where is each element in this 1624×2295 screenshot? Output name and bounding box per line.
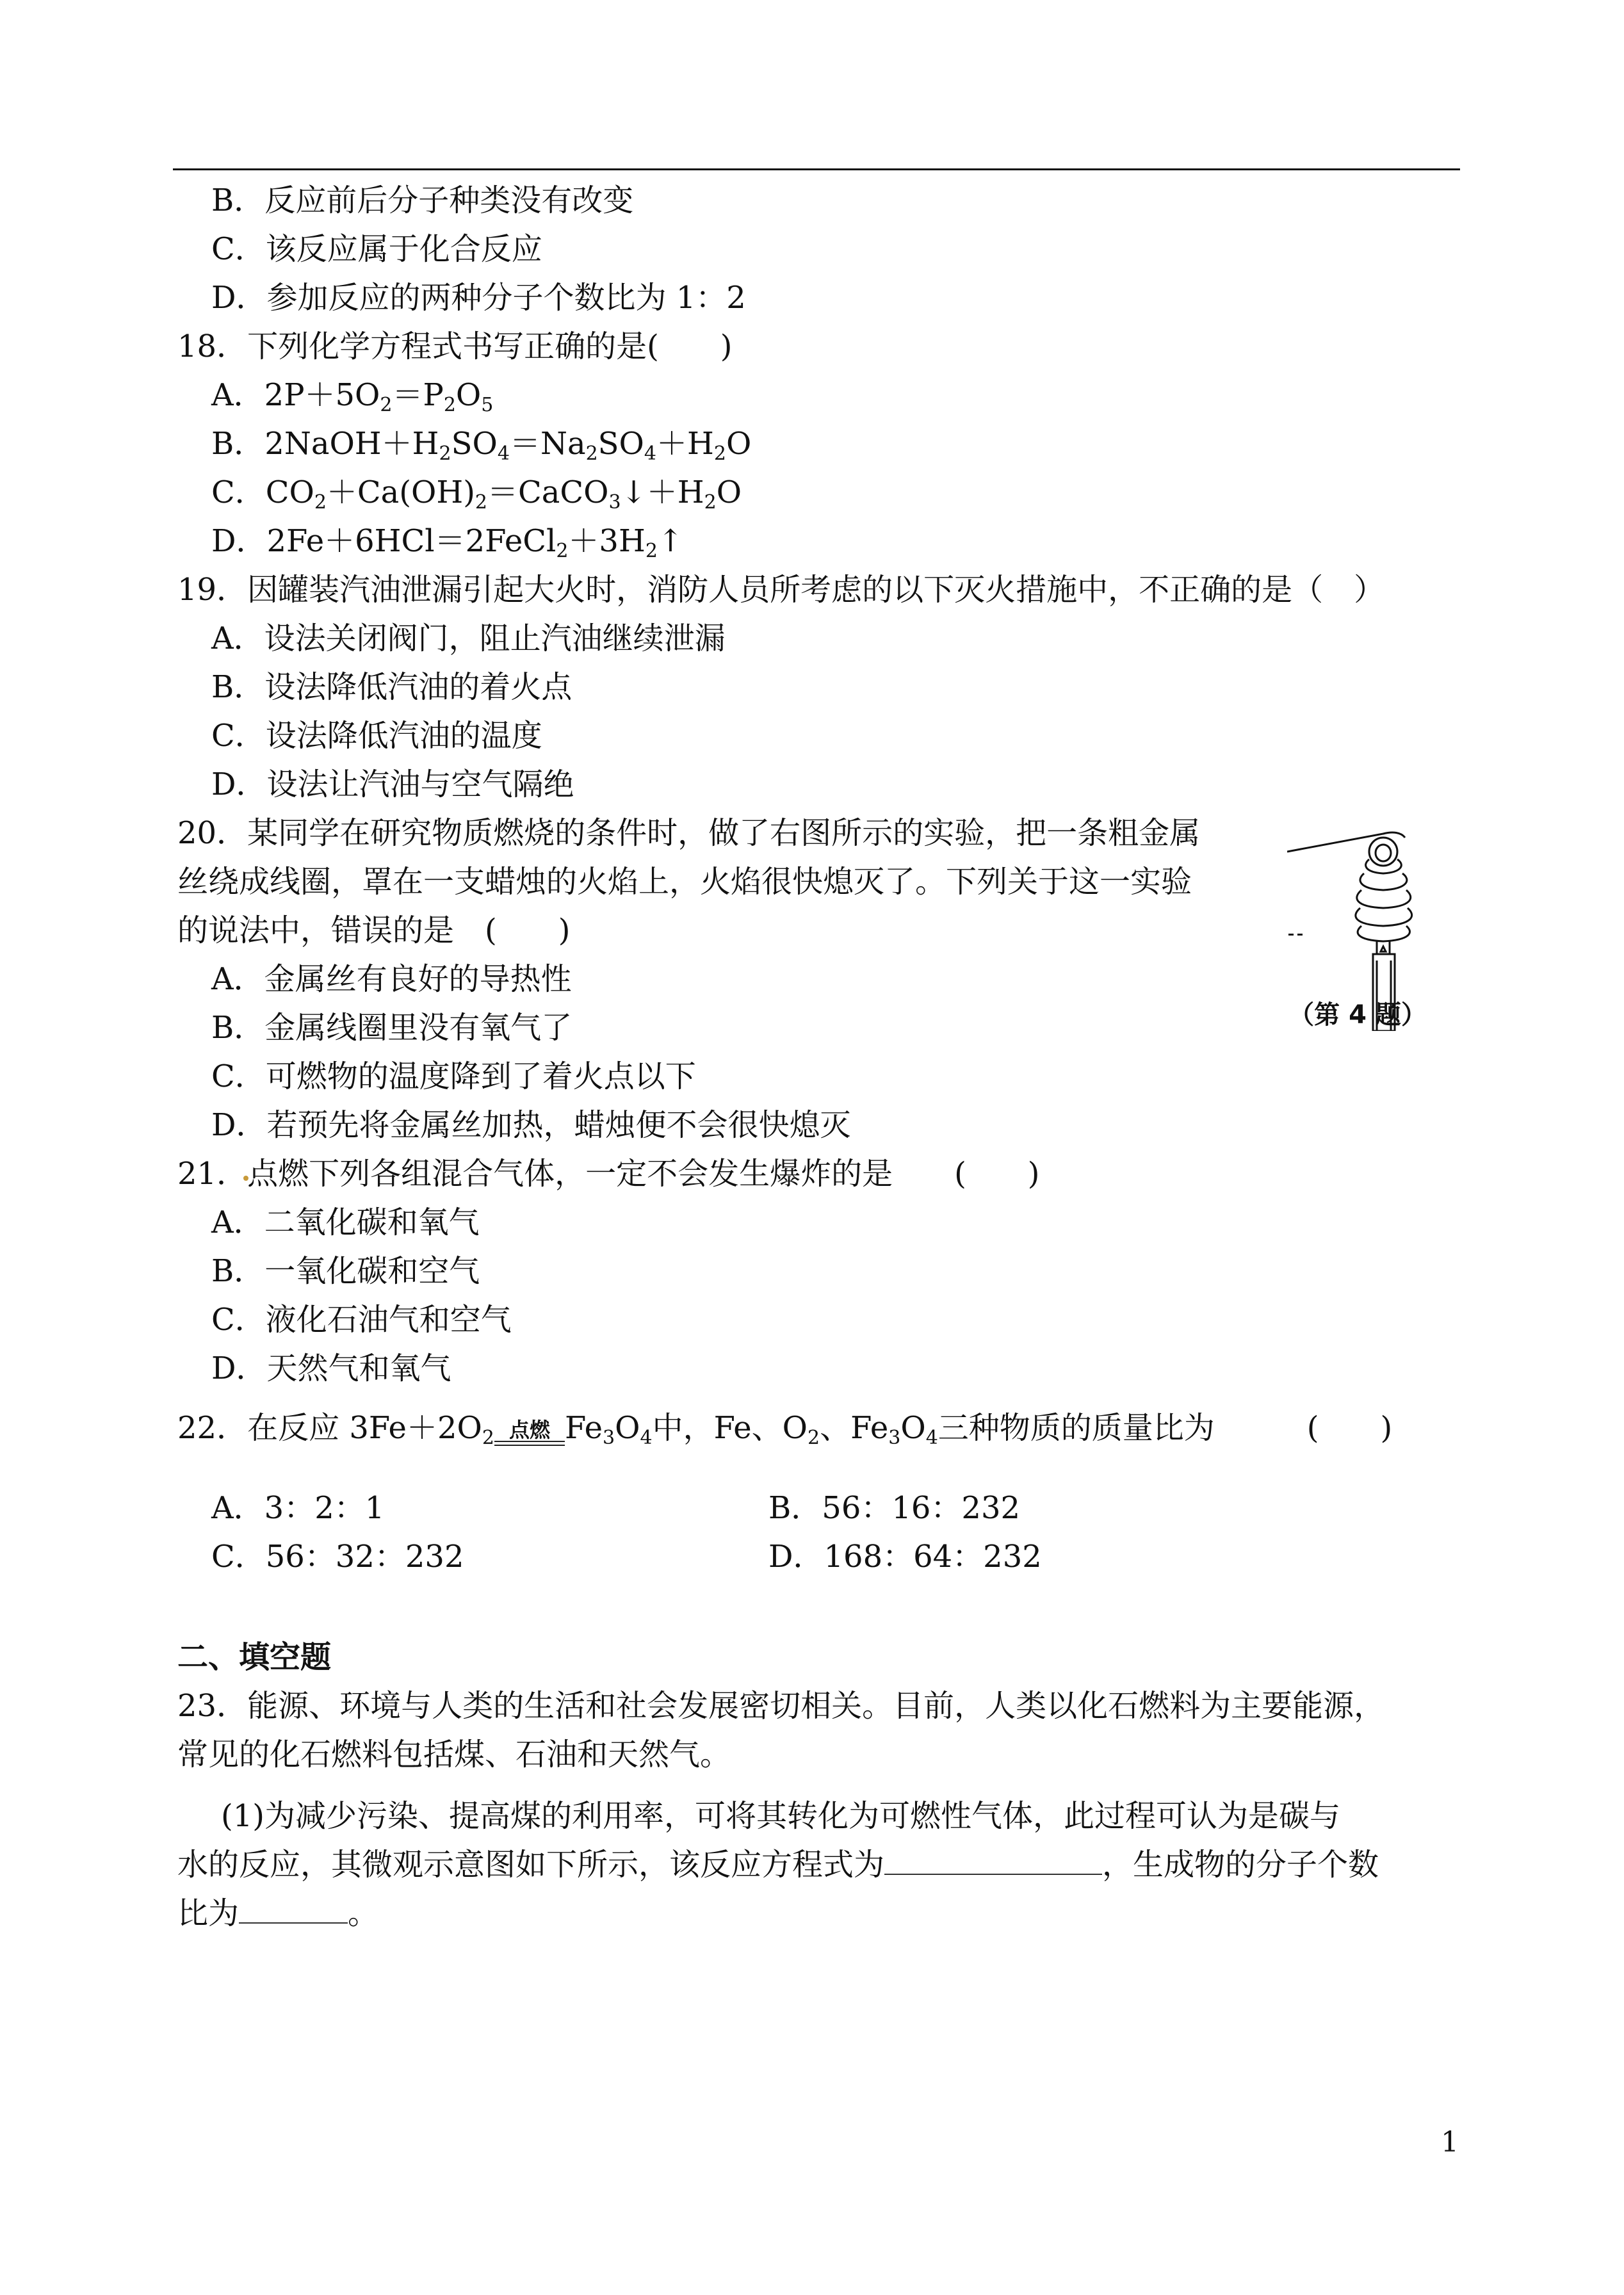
q20-option-a: A．金属丝有良好的导热性 <box>211 961 572 997</box>
answer-blank-ratio[interactable] <box>239 1894 348 1924</box>
q18-option-b: B．$2NaOH+H_2SO_4=Na_2SO_4+H_2O$ <box>211 426 752 465</box>
q19-stem: 19．因罐装汽油泄漏引起大火时，消防人员所考虑的以下灭火措施中，不正确的是（ ） <box>177 572 1385 608</box>
q22-stem: 22．在反应 $3Fe+2O_2$ 点燃 $Fe_3O_4$中，Fe、$O_2$、$Fe_3O_4$三种物质的质量比为 ( ) <box>177 1410 1393 1449</box>
q20-stem-line3: 的说法中，错误的是 ( ) <box>177 912 571 948</box>
q18-option-d: D．$2Fe+6HCl=2FeCl_2+3H_2↑$ <box>211 523 684 562</box>
q22-option-d: D．168：64：232 <box>768 1539 1042 1575</box>
q23-part1-line2: 水的反应，其微观示意图如下所示，该反应方程式为 ，生成物的分子个数 <box>177 1847 1379 1883</box>
q22-option-a: A．3：2：1 <box>211 1490 385 1526</box>
q21-option-d: D．天然气和氧气 <box>211 1350 451 1386</box>
q21-stem: 21．点燃下列各组混合气体，一定不会发生爆炸的是 ( ) <box>177 1156 1040 1192</box>
q17-option-d: D．参加反应的两种分子个数比为 1：2 <box>211 280 746 316</box>
q20-option-d: D．若预先将金属丝加热，蜡烛便不会很快熄灭 <box>211 1107 851 1143</box>
wire-handle <box>1287 832 1405 852</box>
q23-line2: 常见的化石燃料包括煤、石油和天然气。 <box>177 1737 731 1772</box>
q20-stem-line1: 20．某同学在研究物质燃烧的条件时，做了右图所示的实验，把一条粗金属 <box>177 815 1201 851</box>
answer-blank-equation[interactable] <box>884 1845 1102 1875</box>
q23-part1-line3: 比为 。 <box>177 1895 379 1931</box>
q21-option-a: A．二氧化碳和氧气 <box>211 1204 480 1240</box>
q19-option-d: D．设法让汽油与空气隔绝 <box>211 766 574 802</box>
q20-stem-line2: 丝绕成线圈，罩在一支蜡烛的火焰上，火焰很快熄灭了。下列关于这一实验 <box>177 864 1192 900</box>
q22-option-c: C．56：32：232 <box>211 1539 464 1575</box>
q19-option-b: B．设法降低汽油的着火点 <box>211 669 572 705</box>
header-rule <box>173 168 1460 170</box>
q23-part1-line1: (1)为减少污染、提高煤的利用率，可将其转化为可燃性气体，此过程可认为是碳与 <box>221 1798 1340 1834</box>
q19-option-a: A．设法关闭阀门，阻止汽油继续泄漏 <box>211 620 726 656</box>
reaction-condition: 点燃 <box>494 1409 565 1450</box>
q20-option-c: C．可燃物的温度降到了着火点以下 <box>211 1058 696 1094</box>
q17-option-c: C．该反应属于化合反应 <box>211 231 542 267</box>
q17-option-b: B．反应前后分子种类没有改变 <box>211 182 634 218</box>
q19-option-c: C．设法降低汽油的温度 <box>211 718 542 754</box>
q21-option-b: B．一氧化碳和空气 <box>211 1253 480 1289</box>
page-number: 1 <box>1441 2126 1459 2159</box>
section-title: 二、填空题 <box>177 1639 332 1675</box>
q21-option-c: C．液化石油气和空气 <box>211 1302 512 1338</box>
q22-option-b: B．56：16：232 <box>768 1490 1021 1526</box>
q23-line1: 23．能源、环境与人类的生活和社会发展密切相关。目前，人类以化石燃料为主要能源， <box>177 1688 1385 1724</box>
q20-option-b: B．金属线圈里没有氧气了 <box>211 1010 572 1046</box>
figure-caption: （第 4 题） <box>1288 1000 1427 1030</box>
q18-stem: 18．下列化学方程式书写正确的是( ) <box>177 328 733 364</box>
q18-option-c: C．$CO_2+Ca(OH)_2=CaCO_3↓+H_2O$ <box>211 474 742 514</box>
q18-option-a: A．$2P+5O_2=P_2O_5$ <box>211 377 494 416</box>
